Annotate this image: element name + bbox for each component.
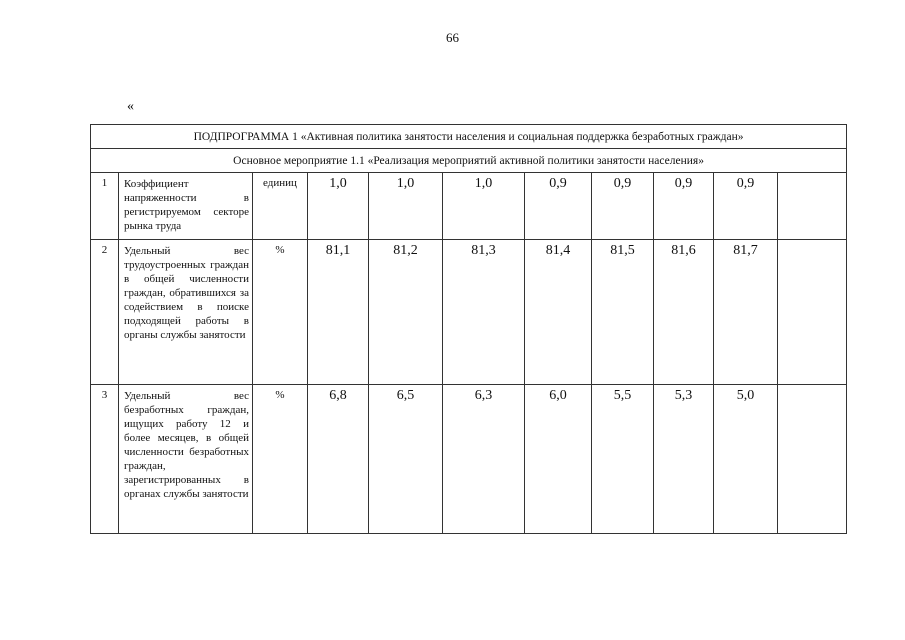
indicator-value: 81,5 <box>592 240 654 385</box>
indicator-value: 5,3 <box>654 385 714 534</box>
row-number: 2 <box>91 240 119 385</box>
opening-quote-mark: « <box>127 99 134 114</box>
indicator-unit: % <box>253 240 308 385</box>
indicator-value: 6,3 <box>443 385 525 534</box>
indicator-value: 6,0 <box>525 385 592 534</box>
indicator-value: 81,7 <box>714 240 778 385</box>
indicator-value: 0,9 <box>525 173 592 240</box>
indicator-value: 81,6 <box>654 240 714 385</box>
indicator-value <box>778 173 847 240</box>
indicator-value: 5,0 <box>714 385 778 534</box>
main-activity-title: Основное мероприятие 1.1 «Реализация мероприятий активной политики занятости населения» <box>91 149 847 173</box>
row-number: 3 <box>91 385 119 534</box>
indicator-name: Удельный вес трудоустроенных граждан в общей численности граждан, обратившихся за содействием в поиске подходящей работы в органы службы занятости <box>119 240 253 385</box>
indicator-name: Коэффициент напряженности в регистрируемом секторе рынка труда <box>119 173 253 240</box>
indicator-value <box>778 240 847 385</box>
indicator-value: 6,5 <box>369 385 443 534</box>
indicator-value: 1,0 <box>443 173 525 240</box>
indicator-value: 5,5 <box>592 385 654 534</box>
row-number: 1 <box>91 173 119 240</box>
indicator-value: 81,4 <box>525 240 592 385</box>
indicator-value <box>778 385 847 534</box>
indicator-value: 81,3 <box>443 240 525 385</box>
indicator-unit: % <box>253 385 308 534</box>
indicator-value: 1,0 <box>308 173 369 240</box>
subprogram-title: ПОДПРОГРАММА 1 «Активная политика занятости населения и социальная поддержка безработных граждан» <box>91 125 847 149</box>
indicators-table <box>90 124 847 534</box>
indicator-value: 81,1 <box>308 240 369 385</box>
indicator-value: 0,9 <box>592 173 654 240</box>
indicator-value: 1,0 <box>369 173 443 240</box>
indicator-value: 81,2 <box>369 240 443 385</box>
indicator-value: 0,9 <box>654 173 714 240</box>
page-number: 66 <box>446 30 459 45</box>
table-row <box>91 385 847 534</box>
table-row <box>91 173 847 240</box>
indicator-value: 6,8 <box>308 385 369 534</box>
table-row <box>91 240 847 385</box>
indicator-unit: единиц <box>253 173 308 240</box>
indicator-value: 0,9 <box>714 173 778 240</box>
indicator-name: Удельный вес безработных граждан, ищущих работу 12 и более месяцев, в общей численности безработных граждан, зарегистрированных в органах службы занятости <box>119 385 253 534</box>
